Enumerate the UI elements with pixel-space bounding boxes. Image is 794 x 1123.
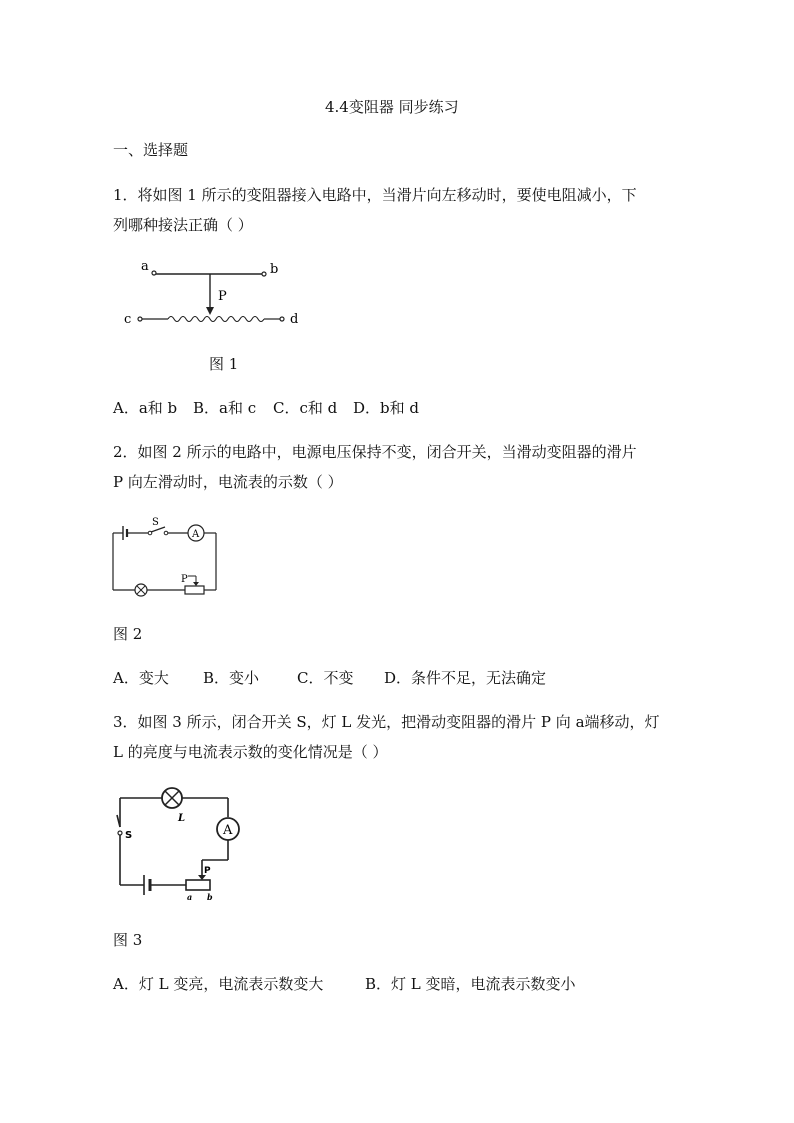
terminal-d-icon [280, 317, 284, 321]
terminal-a-icon [152, 271, 156, 275]
question-1-stem-line-2: 列哪种接法正确（ ） [113, 216, 253, 234]
slider-label-p: P [218, 289, 227, 304]
rheostat-label-a: a [187, 892, 193, 902]
figure-2-caption: 图 2 [113, 625, 143, 643]
ammeter-label: A [192, 529, 200, 540]
page-title: 4.4变阻器 同步练习 [325, 98, 459, 116]
question-1-option-a: A．a和 b [113, 399, 178, 417]
question-3-option-a: A．灯 L 变亮，电流表示数变大 [113, 975, 324, 993]
rheostat-icon [186, 880, 210, 890]
switch-label-s: S [152, 517, 159, 528]
lamp-label-l: L [178, 813, 186, 824]
slider-arrow-icon [206, 307, 214, 315]
terminal-c-icon [138, 317, 142, 321]
figure-1-rheostat-diagram [110, 255, 310, 335]
question-2-option-d: D．条件不足，无法确定 [384, 669, 547, 687]
question-2-stem-line-2: P 向左滑动时，电流表的示数（ ） [113, 473, 343, 491]
question-3-stem-line-1: 3．如图 3 所示，闭合开关 S，灯 L 发光，把滑动变阻器的滑片 P 向 a端移动，灯 [113, 713, 660, 731]
question-2-option-a: A．变大 [113, 669, 169, 687]
rheostat-icon [185, 586, 204, 594]
question-1-option-c: C．c和 d [273, 399, 338, 417]
switch-label-s: S [125, 830, 133, 841]
terminal-label-a: a [141, 259, 149, 274]
rheostat-label-b: b [207, 892, 213, 902]
resistance-coil [168, 317, 264, 322]
section-heading: 一、选择题 [113, 141, 189, 159]
figure-2-circuit-diagram [108, 512, 218, 602]
terminal-label-b: b [270, 262, 279, 277]
question-3-stem-line-2: L 的亮度与电流表示数的变化情况是（ ） [113, 743, 388, 761]
question-1-stem-line-1: 1．将如图 1 所示的变阻器接入电路中，当滑片向左移动时，要使电阻减小，下 [113, 186, 637, 204]
question-2-stem-line-1: 2．如图 2 所示的电路中，电源电压保持不变，闭合开关，当滑动变阻器的滑片 [113, 443, 637, 461]
slider-label-p: P [181, 574, 188, 585]
terminal-label-d: d [290, 312, 299, 327]
ammeter-label: A [223, 823, 233, 838]
question-2-option-b: B．变小 [203, 669, 260, 687]
question-3-option-b: B．灯 L 变暗，电流表示数变小 [365, 975, 576, 993]
question-1-option-d: D．b和 d [353, 399, 419, 417]
question-1-option-b: B．a和 c [193, 399, 257, 417]
question-2-option-c: C．不变 [297, 669, 354, 687]
slider-label-p: P [204, 866, 211, 876]
figure-3-circuit-diagram [110, 785, 245, 905]
figure-3-caption: 图 3 [113, 931, 143, 949]
terminal-label-c: c [124, 312, 132, 327]
figure-1-caption: 图 1 [209, 355, 239, 373]
terminal-b-icon [262, 272, 266, 276]
